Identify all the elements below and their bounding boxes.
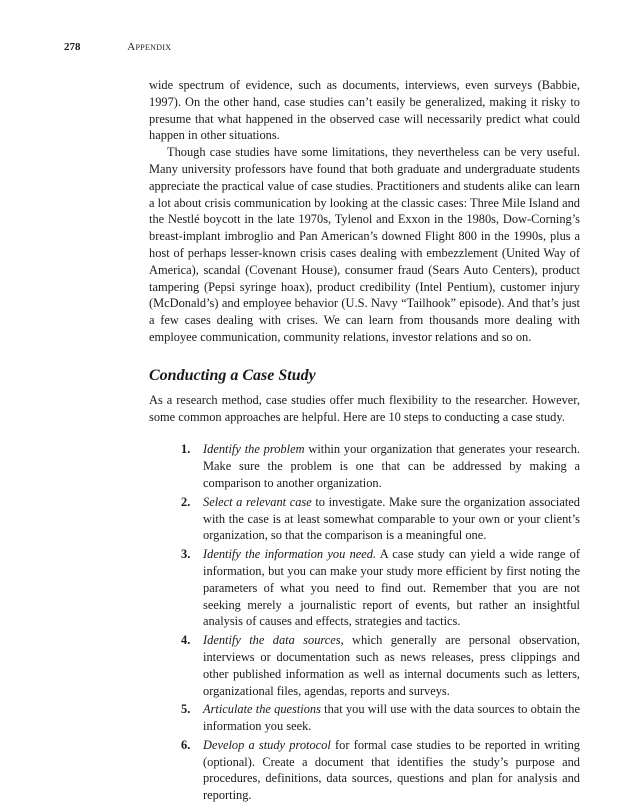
section-intro: As a research method, case studies offer much flexibility to the researcher. However, some common approaches are helpful. Here are 10 steps to conducting a case study. bbox=[149, 392, 580, 424]
page-number: 278 bbox=[64, 41, 81, 53]
step-text: that you will use with the data sources to obtain the information you seek. bbox=[203, 702, 580, 734]
running-title: Appendix bbox=[127, 41, 172, 53]
step-lead: Select a relevant case bbox=[203, 494, 312, 509]
step-text: which generally are personal observation, interviews or documentation such as news releases, press clippings and other published information as well as internal documents such as letters, organizational files, agendas, reports and surveys. bbox=[203, 633, 580, 698]
paragraph-continued: wide spectrum of evidence, such as documents, interviews, even surveys (Babbie, 1997). On the other hand, case studies can’t easily be generalized, making it risky to presume that what happened in the observed case will necessarily predict what could happen in other situations. bbox=[149, 78, 580, 143]
paragraph-case-studies-useful: Though case studies have some limitations, they nevertheless can be very useful. Many university professors have found that both graduate and undergraduate students appreciate the practical value of case studies. Practitioners and students alike can learn a lot about crisis communication by looking at the classic cases: Three Mile Island and the Nestlé boycott in the late 1970s, Tylenol and Exxon in the 1980s, Dow-Corning’s breast-implant imbroglio and Pan American’s downed Flight 800 in the 1990s, plus a host of perhaps lesser-known crisis cases dealing with embezzlement (United Way of America), scandal (Covenant House), consumer fraud (Sears Auto Centers), product tampering (Pepsi syringe hoax), product credibility (Intel Pentium), customer injury (McDonald’s) and employee behavior (U.S. Navy “Tailhook” episode). And that’s just a few cases dealing with crises. We can learn from thousands more dealing with employee communication, community relations, investor relations and so on. bbox=[149, 145, 580, 344]
step-lead: Identify the information you need. bbox=[203, 547, 377, 562]
step-item bbox=[149, 632, 580, 699]
step-item bbox=[149, 737, 580, 804]
step-number: 1. bbox=[181, 442, 191, 457]
step-number: 3. bbox=[181, 547, 191, 562]
step-number: 2. bbox=[181, 494, 191, 509]
step-item bbox=[149, 494, 580, 544]
step-text: to investigate. Make sure the organization associated with the case is at least somewhat comparable to your own or your client’s organization, so that the comparison is a meaningful one. bbox=[203, 494, 580, 543]
step-number: 4. bbox=[181, 633, 191, 648]
step-text: within your organization that generates your research. Make sure the problem is one that can be addressed by making a comparison to another organization. bbox=[203, 442, 580, 490]
step-text: for formal case studies to be reported in writing (optional). Create a document that identifies the study’s purpose and procedures, definitions, data sources, questions and plan for analysis and reporting. bbox=[203, 737, 581, 803]
step-number: 6. bbox=[181, 737, 191, 752]
step-item bbox=[149, 701, 580, 735]
step-item bbox=[149, 546, 580, 630]
step-lead: Identify the problem bbox=[203, 442, 305, 457]
section-heading: Conducting a Case Study bbox=[149, 366, 316, 384]
step-item bbox=[149, 441, 580, 491]
step-lead: Develop a study protocol bbox=[203, 737, 331, 752]
body-text bbox=[149, 77, 580, 806]
step-text: A case study can yield a wide range of information, but you can make your study more efficient by first noting the parameters of what you need to find out. Remember that you are not seeking merely a journalistic report of events, but rather an insightful analysis of causes and effects, strategies and tactics. bbox=[203, 547, 580, 629]
step-lead: Identify the data sources, bbox=[203, 633, 344, 648]
step-number: 5. bbox=[181, 702, 191, 717]
steps-list bbox=[149, 441, 580, 804]
step-lead: Articulate the questions bbox=[203, 702, 321, 717]
running-head bbox=[64, 40, 171, 54]
